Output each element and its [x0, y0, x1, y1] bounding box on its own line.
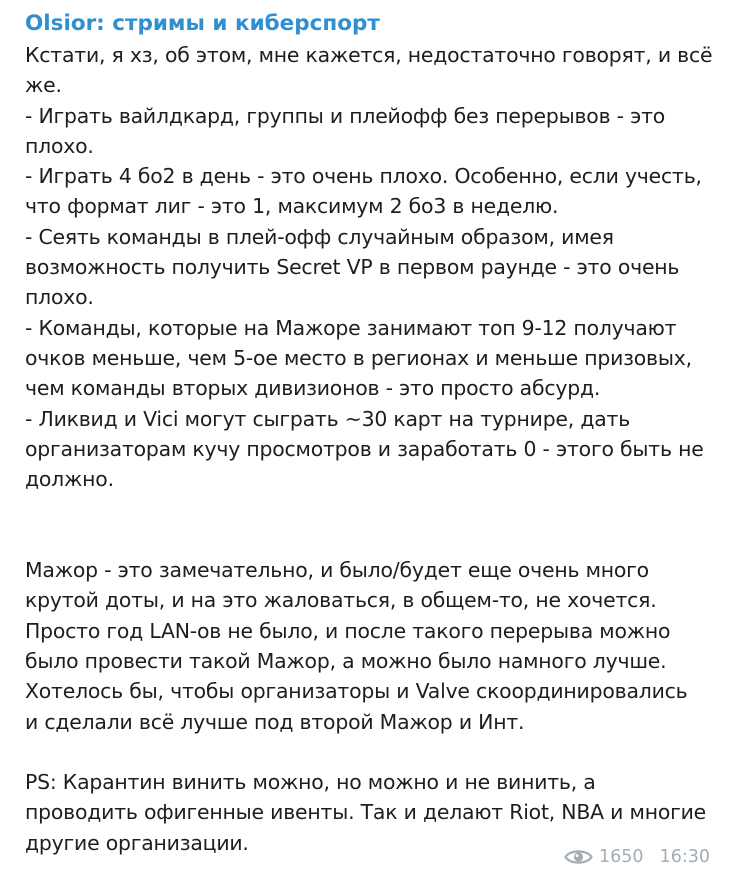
text-line: - Играть вайлдкард, группы и плейофф без перерывов - это: [25, 103, 666, 128]
paragraph-1: [25, 40, 718, 494]
text-line: чем команды вторых дивизионов - это просто абсурд.: [25, 376, 601, 401]
blank-line: [25, 525, 718, 555]
text-line: - Ликвид и Vici могут сыграть ~30 карт на турнире, дать: [25, 406, 631, 431]
paragraph-2: [25, 555, 718, 737]
text-line: же.: [25, 73, 62, 98]
view-count: 1650: [599, 847, 644, 867]
text-line: организаторам кучу просмотров и заработать 0 - этого быть не: [25, 436, 704, 461]
text-line: плохо.: [25, 285, 94, 310]
text-line: должно.: [25, 467, 114, 492]
text-line: очков меньше, чем 5-ое место в регионах и меньше призовых,: [25, 345, 692, 370]
text-line: Хотелось бы, чтобы организаторы и Valve скоординировались: [25, 679, 688, 704]
text-line: и сделали всё лучше под второй Мажор и Инт.: [25, 709, 525, 734]
text-line: что формат лиг - это 1, максимум 2 бо3 в неделю.: [25, 194, 559, 219]
text-line: - Играть 4 бо2 в день - это очень плохо. Особенно, если учесть,: [25, 164, 702, 189]
message-text: [25, 40, 718, 858]
text-line: - Сеять команды в плей-офф случайным образом, имея: [25, 224, 614, 249]
paragraph-3: [25, 767, 718, 858]
text-line: PS: Карантин винить можно, но можно и не винить, а: [25, 770, 596, 795]
text-line: другие организации.: [25, 830, 249, 855]
text-line: плохо.: [25, 133, 94, 158]
text-line: Мажор - это замечательно, и было/будет еще очень много: [25, 558, 649, 583]
text-line: - Команды, которые на Мажоре занимают топ 9-12 получают: [25, 315, 677, 340]
text-line: проводить офигенные ивенты. Так и делают Riot, NBA и многие: [25, 800, 707, 825]
text-line: Просто год LAN-ов не было, и после такого перерыва можно: [25, 618, 671, 643]
text-line: крутой доты, и на это жаловаться, в общем-то, не хочется.: [25, 588, 657, 613]
blank-line: [25, 737, 718, 767]
channel-name[interactable]: Olsior: стримы и киберспорт: [25, 11, 380, 36]
text-line: было провести такой Мажор, а можно было намного лучше.: [25, 648, 667, 673]
message-meta: [564, 847, 710, 867]
blank-line: [25, 494, 718, 524]
text-line: возможность получить Secret VP в первом раунде - это очень: [25, 255, 680, 280]
message-time: 16:30: [659, 847, 710, 867]
eye-icon: [564, 848, 593, 866]
text-line: Кстати, я хз, об этом, мне кажется, недостаточно говорят, и всё: [25, 43, 713, 67]
